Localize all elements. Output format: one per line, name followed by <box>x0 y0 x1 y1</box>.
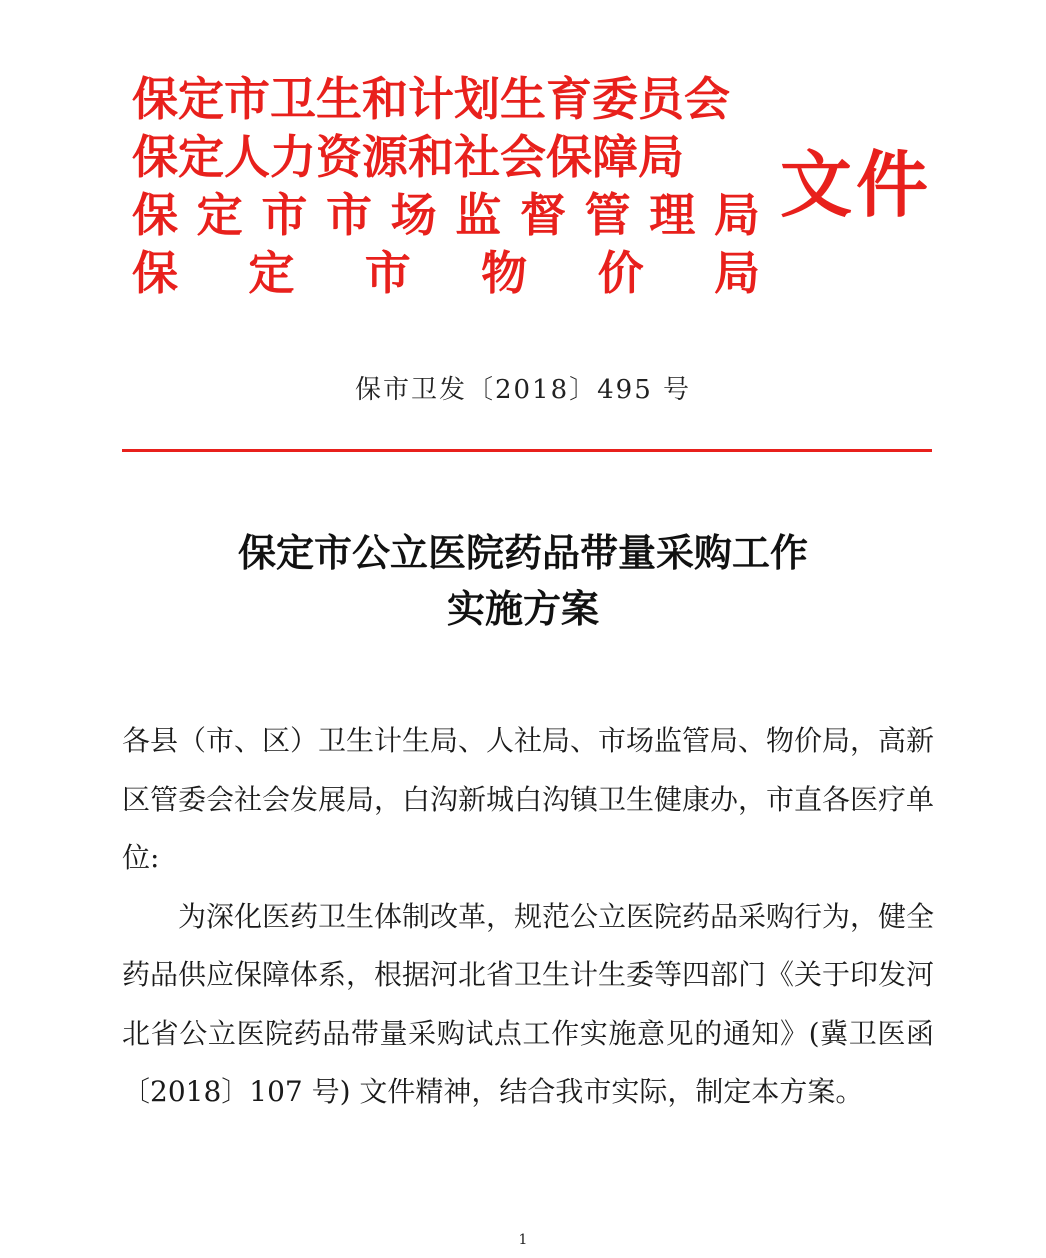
document-number: 保市卫发〔2018〕495 号 <box>354 375 692 405</box>
issuer-char: 监 <box>455 188 502 242</box>
issuer-char: 市 <box>364 246 411 300</box>
red-divider <box>122 449 932 452</box>
issuer-char: 管 <box>584 188 631 242</box>
issuer-char: 局 <box>713 246 760 300</box>
issuer-char: 价 <box>597 246 644 300</box>
issuing-authorities <box>132 70 760 302</box>
issuer-char: 市 <box>325 188 372 242</box>
title-line-1: 保定市公立医院药品带量采购工作 <box>237 530 808 575</box>
issuer-char: 定 <box>248 246 295 300</box>
issuer-char: 督 <box>519 188 566 242</box>
issuer-char: 定 <box>196 188 243 242</box>
issuer-human-resources-bureau <box>132 128 760 186</box>
document-body <box>122 712 934 1122</box>
body-paragraph: 为深化医药卫生体制改革，规范公立医院药品采购行为，健全药品供应保障体系，根据河北省卫生计生委等四部门《关于印发河北省公立医院药品带量采购试点工作实施意见的通知》(冀卫医函〔2018〕107 号) 文件精神，结合我市实际，制定本方案。 <box>122 899 935 1108</box>
issuer-text: 保定市卫生和计划生育委员会 <box>132 72 730 126</box>
issuer-char: 局 <box>713 188 760 242</box>
issuer-char: 理 <box>649 188 696 242</box>
issuer-char: 市 <box>261 188 308 242</box>
title-line-2: 实施方案 <box>446 586 599 631</box>
document-title <box>0 525 1046 637</box>
issuer-market-supervision-bureau <box>132 186 760 244</box>
issuer-text: 保定人力资源和社会保障局 <box>132 130 684 184</box>
issuer-char: 保 <box>132 246 178 300</box>
issuer-char: 保 <box>132 188 178 242</box>
addressee: 各县（市、区）卫生计生局、人社局、市场监管局、物价局，高新区管委会社会发展局，白沟新城白沟镇卫生健康办，市直各医疗单位: <box>122 724 935 874</box>
page-number: 1 <box>518 1232 528 1248</box>
issuer-price-bureau <box>132 244 760 302</box>
issuer-char: 场 <box>390 188 437 242</box>
document-suffix: 文件 <box>780 142 933 227</box>
issuer-health-commission <box>132 70 760 128</box>
issuer-char: 物 <box>481 246 528 300</box>
